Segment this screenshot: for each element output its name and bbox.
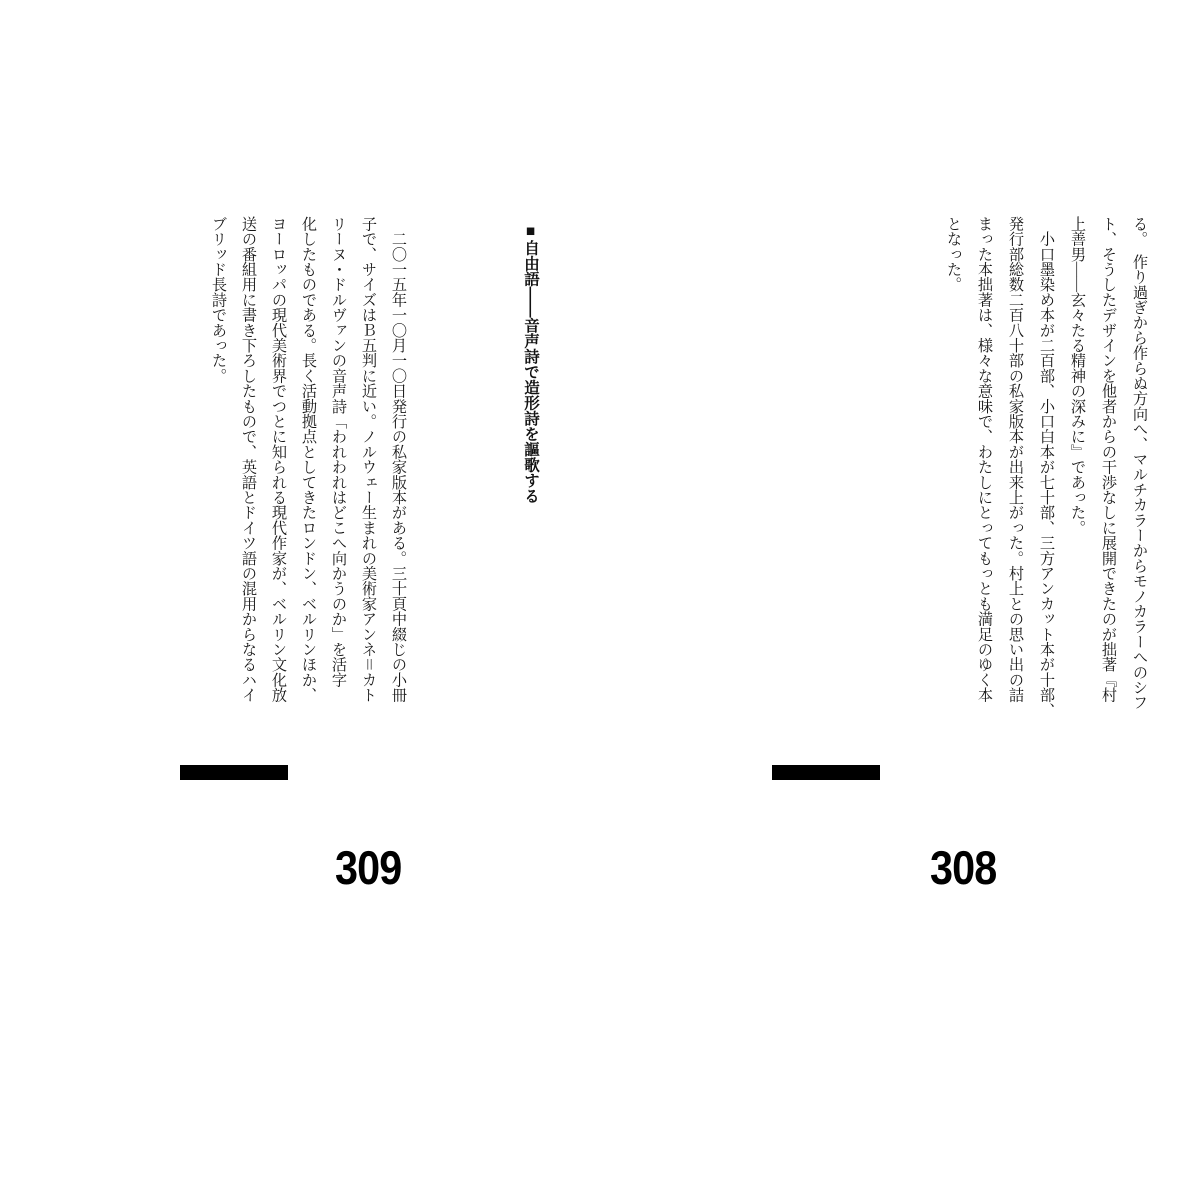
text-line: ヨーロッパの現代美術界でつとに知られる現代作家が、ベルリン文化放	[270, 216, 287, 703]
text-line: となった。	[945, 216, 962, 292]
body-text-309	[203, 216, 413, 724]
page-number: 308	[930, 841, 997, 894]
text-line: 発行部総数二百八十部の私家版本が出来上がった。村上との思い出の詰	[1007, 216, 1024, 703]
text-line: 子で、サイズはＢ五判に近い。ノルウェー生まれの美術家アンネ＝カト	[360, 216, 377, 703]
section-heading: ■自由語——音声詩で造形詩を謳歌する	[522, 223, 539, 504]
text-line: 小口墨染め本が二百部、小口白本が七十部、三方アンカット本が十部、	[1038, 216, 1055, 718]
text-line: 送の番組用に書き下ろしたもので、英語とドイツ語の混用からなるハイ	[240, 216, 257, 703]
text-line: リーヌ・ドルヴァンの音声詩「われわれはどこへ向かうのか」を活字	[330, 216, 347, 688]
text-line: まった本拙著は、様々な意味で、わたしにとってもっとも満足のゆく本	[976, 216, 993, 703]
section-divider-bar	[772, 765, 880, 780]
text-line: る。 作り過ぎから作らぬ方向へ、マルチカラーからモノカラーへのシフ	[1131, 216, 1148, 710]
text-line: ブリッド長詩であった。	[210, 216, 227, 384]
text-line: 二〇一五年一〇月一〇日発行の私家版本がある。三十頁中綴じの小冊	[390, 216, 407, 703]
section-divider-bar	[180, 765, 288, 780]
text-line: 上善男——玄々たる精神の深みに』であった。	[1069, 216, 1086, 536]
page-number: 309	[335, 841, 402, 894]
body-text-308	[938, 216, 1155, 724]
text-line: ト、そうしたデザインを他者からの干渉なしに展開できたのが拙著『村	[1100, 216, 1117, 703]
text-line: 化したものである。長く活動拠点としてきたロンドン、ベルリンほか、	[300, 216, 317, 703]
